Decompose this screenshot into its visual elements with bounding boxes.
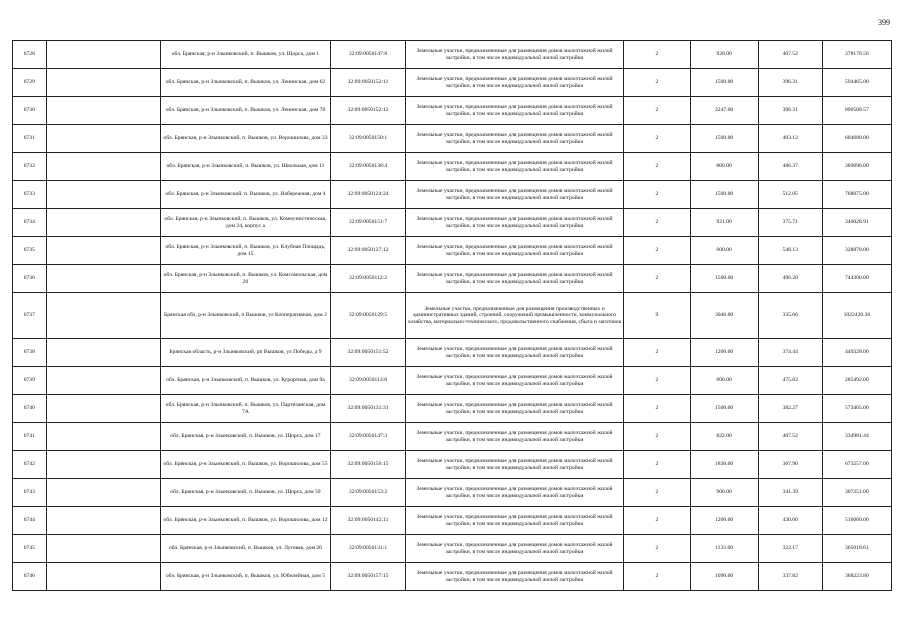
- group-code-cell: 2: [624, 535, 690, 563]
- cadastral-number-cell: 32:09:0050113:8: [331, 367, 405, 395]
- specific-value-cell: 512.05: [758, 181, 822, 209]
- cadastral-number-cell: 32:09:0050142:11: [331, 507, 405, 535]
- cadastral-number-cell: 32:09:0050147:8: [331, 41, 405, 69]
- cadastral-value-cell: 285492.00: [822, 367, 891, 395]
- record-number-cell: 6731: [13, 125, 47, 153]
- page-number: 399: [878, 18, 890, 27]
- cadastral-number-cell: 32:09:0050129:5: [331, 293, 405, 339]
- record-number-cell: 6728: [13, 41, 47, 69]
- empty-column-cell: [46, 293, 160, 339]
- empty-column-cell: [46, 237, 160, 265]
- specific-value-cell: 335.66: [758, 293, 822, 339]
- area-cell: 1200.00: [690, 339, 758, 367]
- address-cell: обл. Брянская, р-н Злынковский, п. Вышков, ул. Ворошилова, дом 33: [160, 125, 331, 153]
- table-row: [13, 535, 892, 563]
- specific-value-cell: 375.71: [758, 209, 822, 237]
- cadastral-number-cell: 32:09:0050124:24: [331, 181, 405, 209]
- cadastral-number-cell: 32:09:0050147:3: [331, 423, 405, 451]
- address-cell: обл. Брянская, р-н Злынковский, п. Вышков, ул. Ленинская, дом 78: [160, 97, 331, 125]
- table-row: [13, 507, 892, 535]
- cadastral-value-cell: 368223.80: [822, 563, 891, 591]
- table-row: [13, 395, 892, 423]
- cadastral-number-cell: 32:09:0050152:11: [331, 69, 405, 97]
- table-row: [13, 153, 892, 181]
- land-use-cell: Земельные участки, предназначенные для размещения домов малоэтажной жилой застройки, в том числе индивидуальной жилой застройки: [405, 209, 624, 237]
- group-code-cell: 2: [624, 69, 690, 97]
- table-row: [13, 41, 892, 69]
- cadastral-number-cell: 32:09:0050152:12: [331, 97, 405, 125]
- table-row: [13, 479, 892, 507]
- specific-value-cell: 382.27: [758, 395, 822, 423]
- record-number-cell: 6730: [13, 97, 47, 125]
- record-number-cell: 6743: [13, 479, 47, 507]
- cadastral-number-cell: 32:09:0050151:52: [331, 339, 405, 367]
- land-use-cell: Земельные участки, предназначенные для размещения домов малоэтажной жилой застройки, в том числе индивидуальной жилой застройки: [405, 237, 624, 265]
- specific-value-cell: 430.00: [758, 507, 822, 535]
- specific-value-cell: 396.31: [758, 97, 822, 125]
- area-cell: 2247.00: [690, 97, 758, 125]
- land-use-cell: Земельные участки, предназначенные для размещения домов малоэтажной жилой застройки, в том числе индивидуальной жилой застройки: [405, 97, 624, 125]
- record-number-cell: 6736: [13, 265, 47, 293]
- land-use-cell: Земельные участки, предназначенные для размещения домов малоэтажной жилой застройки, в том числе индивидуальной жилой застройки: [405, 535, 624, 563]
- land-use-cell: Земельные участки, предназначенные для размещения домов малоэтажной жилой застройки, в том числе индивидуальной жилой застройки: [405, 395, 624, 423]
- empty-column-cell: [46, 423, 160, 451]
- cadastral-value-cell: 378178.56: [822, 41, 891, 69]
- group-code-cell: 2: [624, 479, 690, 507]
- land-use-cell: Земельные участки, предназначенные для размещения домов малоэтажной жилой застройки, в том числе индивидуальной жилой застройки: [405, 41, 624, 69]
- group-code-cell: 2: [624, 237, 690, 265]
- table-row: [13, 237, 892, 265]
- area-cell: 928.00: [690, 41, 758, 69]
- address-cell: обл. Брянская, р-н Злынковский, п. Вышков, ул. Набережная, дом 4: [160, 181, 331, 209]
- empty-column-cell: [46, 507, 160, 535]
- cadastral-value-cell: 768075.00: [822, 181, 891, 209]
- specific-value-cell: 337.82: [758, 563, 822, 591]
- record-number-cell: 6732: [13, 153, 47, 181]
- cadastral-value-cell: 389096.00: [822, 153, 891, 181]
- record-number-cell: 6739: [13, 367, 47, 395]
- table-row: [13, 69, 892, 97]
- cadastral-value-cell: 594465.00: [822, 69, 891, 97]
- specific-value-cell: 486.37: [758, 153, 822, 181]
- land-use-cell: Земельные участки, предназначенные для размещения производственных и административных зданий, строений, сооружений промышленности, коммунального хозяйства, материально-технического, продовольственного снабжения, сбыта и заготовок: [405, 293, 624, 339]
- cadastral-value-cell: 449328.00: [822, 339, 891, 367]
- empty-column-cell: [46, 181, 160, 209]
- area-cell: 1500.00: [690, 69, 758, 97]
- table-row: [13, 125, 892, 153]
- area-cell: 1090.00: [690, 563, 758, 591]
- group-code-cell: 2: [624, 153, 690, 181]
- land-use-cell: Земельные участки, предназначенные для размещения домов малоэтажной жилой застройки, в том числе индивидуальной жилой застройки: [405, 153, 624, 181]
- group-code-cell: 2: [624, 125, 690, 153]
- group-code-cell: 9: [624, 293, 690, 339]
- group-code-cell: 2: [624, 265, 690, 293]
- address-cell: обл. Брянская, р-н Злынковский, п. Вышков, ул. Ворошилова, дом 12: [160, 507, 331, 535]
- group-code-cell: 2: [624, 41, 690, 69]
- specific-value-cell: 548.13: [758, 237, 822, 265]
- land-use-cell: Земельные участки, предназначенные для размещения домов малоэтажной жилой застройки, в том числе индивидуальной жилой застройки: [405, 181, 624, 209]
- empty-column-cell: [46, 339, 160, 367]
- empty-column-cell: [46, 125, 160, 153]
- empty-column-cell: [46, 367, 160, 395]
- area-cell: 600.00: [690, 237, 758, 265]
- specific-value-cell: 403.12: [758, 125, 822, 153]
- cadastral-value-cell: 573405.00: [822, 395, 891, 423]
- land-use-cell: Земельные участки, предназначенные для размещения домов малоэтажной жилой застройки, в том числе индивидуальной жилой застройки: [405, 423, 624, 451]
- group-code-cell: 2: [624, 423, 690, 451]
- specific-value-cell: 475.82: [758, 367, 822, 395]
- specific-value-cell: 374.44: [758, 339, 822, 367]
- record-number-cell: 6735: [13, 237, 47, 265]
- cadastral-number-cell: 32:09:0050127:12: [331, 237, 405, 265]
- area-cell: 1500.00: [690, 395, 758, 423]
- empty-column-cell: [46, 41, 160, 69]
- cadastral-value-cell: 307251.00: [822, 479, 891, 507]
- area-cell: 800.00: [690, 153, 758, 181]
- area-cell: 1500.00: [690, 181, 758, 209]
- address-cell: обл. Брянская, р-н Злынковский, п. Вышков, ул. Щорса, дом 59: [160, 479, 331, 507]
- empty-column-cell: [46, 265, 160, 293]
- area-cell: 921.00: [690, 209, 758, 237]
- group-code-cell: 2: [624, 209, 690, 237]
- empty-column-cell: [46, 69, 160, 97]
- record-number-cell: 6734: [13, 209, 47, 237]
- group-code-cell: 2: [624, 181, 690, 209]
- address-cell: обл. Брянская, р-н Злынковский, п. Вышков, ул. Партизанская, дом 7А: [160, 395, 331, 423]
- cadastral-number-cell: 32:09:0050150:1: [331, 125, 405, 153]
- empty-column-cell: [46, 479, 160, 507]
- cadastral-number-cell: 32:09:0050138:4: [331, 153, 405, 181]
- group-code-cell: 2: [624, 563, 690, 591]
- record-number-cell: 6740: [13, 395, 47, 423]
- address-cell: обл. Брянская, р-н Злынковский, п. Вышков, ул. Клубная Площадь, дом 15: [160, 237, 331, 265]
- area-cell: 1500.00: [690, 125, 758, 153]
- empty-column-cell: [46, 535, 160, 563]
- area-cell: 900.00: [690, 479, 758, 507]
- register-table: [12, 40, 892, 591]
- cadastral-value-cell: 516000.00: [822, 507, 891, 535]
- record-number-cell: 6741: [13, 423, 47, 451]
- cadastral-number-cell: 32:09:0050131:1: [331, 535, 405, 563]
- cadastral-value-cell: 365018.61: [822, 535, 891, 563]
- record-number-cell: 6746: [13, 563, 47, 591]
- table-row: [13, 563, 892, 591]
- specific-value-cell: 496.20: [758, 265, 822, 293]
- empty-column-cell: [46, 451, 160, 479]
- record-number-cell: 6742: [13, 451, 47, 479]
- specific-value-cell: 407.52: [758, 423, 822, 451]
- address-cell: обл. Брянская, р-н Злынковский, п. Вышков, ул. Щорса, дом 17: [160, 423, 331, 451]
- address-cell: обл. Брянская, р-н Злынковский, п. Вышков, ул. Курортная, дом 9а: [160, 367, 331, 395]
- land-use-cell: Земельные участки, предназначенные для размещения домов малоэтажной жилой застройки, в том числе индивидуальной жилой застройки: [405, 479, 624, 507]
- table-row: [13, 367, 892, 395]
- land-use-cell: Земельные участки, предназначенные для размещения домов малоэтажной жилой застройки, в том числе индивидуальной жилой застройки: [405, 507, 624, 535]
- cadastral-value-cell: 334981.44: [822, 423, 891, 451]
- area-cell: 1133.00: [690, 535, 758, 563]
- area-cell: 1200.00: [690, 507, 758, 535]
- table-row: [13, 181, 892, 209]
- group-code-cell: 2: [624, 451, 690, 479]
- register-table-body: [13, 41, 892, 591]
- address-cell: Брянская обл, р-н Злынковский, п Вышков, ул Кооперативная, дом 2: [160, 293, 331, 339]
- cadastral-value-cell: 890508.57: [822, 97, 891, 125]
- record-number-cell: 6744: [13, 507, 47, 535]
- table-row: [13, 451, 892, 479]
- land-use-cell: Земельные участки, предназначенные для размещения домов малоэтажной жилой застройки, в том числе индивидуальной жилой застройки: [405, 125, 624, 153]
- area-cell: 822.00: [690, 423, 758, 451]
- table-row: [13, 339, 892, 367]
- group-code-cell: 2: [624, 97, 690, 125]
- table-row: [13, 293, 892, 339]
- address-cell: обл. Брянская, р-н Злынковский, п. Вышков, ул. Коммунистическая, дом 24, корпус а: [160, 209, 331, 237]
- cadastral-value-cell: 1022420.36: [822, 293, 891, 339]
- specific-value-cell: 322.17: [758, 535, 822, 563]
- cadastral-number-cell: 32:09:0050112:2: [331, 265, 405, 293]
- cadastral-value-cell: 744300.00: [822, 265, 891, 293]
- group-code-cell: 2: [624, 395, 690, 423]
- empty-column-cell: [46, 563, 160, 591]
- cadastral-number-cell: 32:09:0050151:7: [331, 209, 405, 237]
- cadastral-value-cell: 673257.00: [822, 451, 891, 479]
- address-cell: обл. Брянская, р-н Злынковский, п. Вышков, ул. Школьная, дом 11: [160, 153, 331, 181]
- specific-value-cell: 341.39: [758, 479, 822, 507]
- area-cell: 1830.00: [690, 451, 758, 479]
- group-code-cell: 2: [624, 367, 690, 395]
- table-row: [13, 97, 892, 125]
- specific-value-cell: 396.31: [758, 69, 822, 97]
- address-cell: обл. Брянская, р-н Злынковский, п. Вышков, ул. Комсомольская, дом 20: [160, 265, 331, 293]
- empty-column-cell: [46, 395, 160, 423]
- address-cell: обл. Брянская, р-н Злынковский, п. Вышков, ул. Ворошилова, дом 55: [160, 451, 331, 479]
- cadastral-value-cell: 604680.00: [822, 125, 891, 153]
- land-use-cell: Земельные участки, предназначенные для размещения домов малоэтажной жилой застройки, в том числе индивидуальной жилой застройки: [405, 69, 624, 97]
- address-cell: обл. Брянская, р-н Злынковский, п. Вышков, ул. Ленинская, дом 62: [160, 69, 331, 97]
- area-cell: 3046.00: [690, 293, 758, 339]
- table-row: [13, 209, 892, 237]
- cadastral-value-cell: 328878.00: [822, 237, 891, 265]
- empty-column-cell: [46, 97, 160, 125]
- area-cell: 600.00: [690, 367, 758, 395]
- record-number-cell: 6737: [13, 293, 47, 339]
- address-cell: Брянская область, р-н Злынковский, рп Вышков, ул Победы, д 9: [160, 339, 331, 367]
- land-use-cell: Земельные участки, предназначенные для размещения домов малоэтажной жилой застройки, в том числе индивидуальной жилой застройки: [405, 563, 624, 591]
- specific-value-cell: 367.90: [758, 451, 822, 479]
- cadastral-number-cell: 32:09:0050156:15: [331, 451, 405, 479]
- cadastral-number-cell: 32:09:0050157:15: [331, 563, 405, 591]
- record-number-cell: 6729: [13, 69, 47, 97]
- cadastral-number-cell: 32:09:0050153:2: [331, 479, 405, 507]
- cadastral-value-cell: 346028.91: [822, 209, 891, 237]
- address-cell: обл. Брянская, р-н Злынковский, п. Вышков, ул. Щорса, дом 1: [160, 41, 331, 69]
- land-use-cell: Земельные участки, предназначенные для размещения домов малоэтажной жилой застройки, в том числе индивидуальной жилой застройки: [405, 451, 624, 479]
- area-cell: 1500.00: [690, 265, 758, 293]
- cadastral-number-cell: 32:09:0050131:31: [331, 395, 405, 423]
- group-code-cell: 2: [624, 339, 690, 367]
- land-use-cell: Земельные участки, предназначенные для размещения домов малоэтажной жилой застройки, в том числе индивидуальной жилой застройки: [405, 367, 624, 395]
- address-cell: обл. Брянская, р-н Злынковский, п. Вышков, ул. Луговая, дом 26: [160, 535, 331, 563]
- record-number-cell: 6745: [13, 535, 47, 563]
- land-use-cell: Земельные участки, предназначенные для размещения домов малоэтажной жилой застройки, в том числе индивидуальной жилой застройки: [405, 265, 624, 293]
- empty-column-cell: [46, 209, 160, 237]
- empty-column-cell: [46, 153, 160, 181]
- table-row: [13, 423, 892, 451]
- record-number-cell: 6738: [13, 339, 47, 367]
- table-row: [13, 265, 892, 293]
- address-cell: обл. Брянская, р-н Злынковский, п. Вышков, ул. Юбилейная, дом 5: [160, 563, 331, 591]
- land-use-cell: Земельные участки, предназначенные для размещения домов малоэтажной жилой застройки, в том числе индивидуальной жилой застройки: [405, 339, 624, 367]
- record-number-cell: 6733: [13, 181, 47, 209]
- specific-value-cell: 407.52: [758, 41, 822, 69]
- group-code-cell: 2: [624, 507, 690, 535]
